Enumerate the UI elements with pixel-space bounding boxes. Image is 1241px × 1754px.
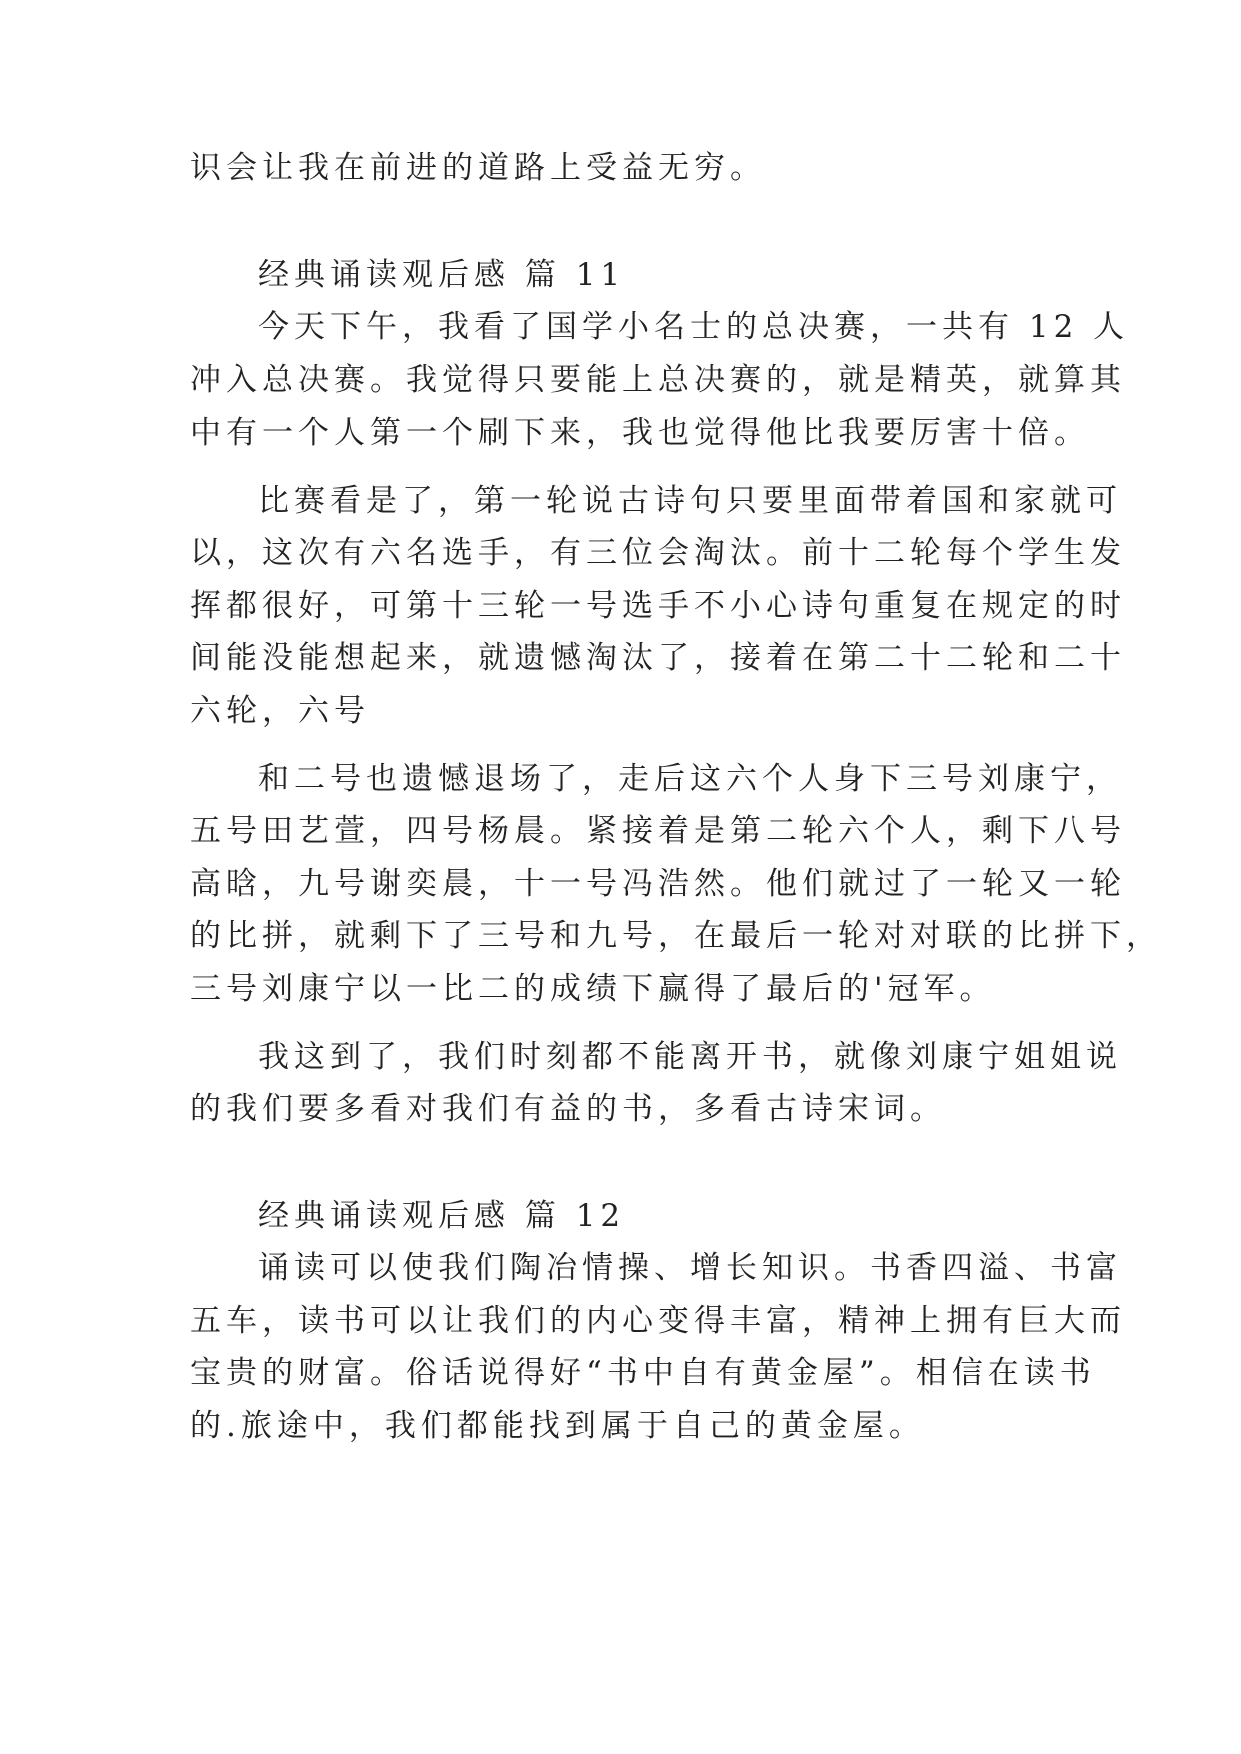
section-heading: 经典诵读观后感 篇 11: [258, 257, 626, 293]
text-line: 的比拼，就剩下了三号和九号，在最后一轮对对联的比拼下，: [190, 918, 1162, 954]
text-line: 的我们要多看对我们有益的书，多看古诗宋词。: [190, 1091, 946, 1127]
text-line: 和二号也遗憾退场了，走后这六个人身下三号刘康宁，: [258, 761, 1122, 797]
text-line: 的.旅途中，我们都能找到属于自己的黄金屋。: [190, 1408, 925, 1444]
text-line: 挥都很好，可第十三轮一号选手不小心诗句重复在规定的时: [190, 588, 1126, 624]
text-line: 三号刘康宁以一比二的成绩下赢得了最后的'冠军。: [190, 971, 996, 1007]
text-line: 今天下午，我看了国学小名士的总决赛，一共有 12 人: [258, 309, 1130, 345]
text-line: 识会让我在前进的道路上受益无穷。: [190, 150, 766, 186]
text-line: 高晗，九号谢奕晨，十一号冯浩然。他们就过了一轮又一轮: [190, 866, 1126, 902]
text-line: 我这到了，我们时刻都不能离开书，就像刘康宁姐姐说: [258, 1039, 1122, 1075]
text-line: 六轮，六号: [190, 693, 370, 729]
text-line: 宝贵的财富。俗话说得好“书中自有黄金屋”。相信在读书: [190, 1355, 1096, 1391]
text-line: 中有一个人第一个刷下来，我也觉得他比我要厉害十倍。: [190, 415, 1090, 451]
text-line: 以，这次有六名选手，有三位会淘汰。前十二轮每个学生发: [190, 535, 1126, 571]
section-heading: 经典诵读观后感 篇 12: [258, 1198, 626, 1234]
text-line: 五车，读书可以让我们的内心变得丰富，精神上拥有巨大而: [190, 1303, 1126, 1339]
text-line: 比赛看是了，第一轮说古诗句只要里面带着国和家就可: [258, 483, 1122, 519]
text-line: 间能没能想起来，就遗憾淘汰了，接着在第二十二轮和二十: [190, 640, 1126, 676]
text-line: 诵读可以使我们陶冶情操、增长知识。书香四溢、书富: [258, 1250, 1122, 1286]
text-line: 五号田艺萱，四号杨晨。紧接着是第二轮六个人，剩下八号: [190, 813, 1126, 849]
text-line: 冲入总决赛。我觉得只要能上总决赛的，就是精英，就算其: [190, 362, 1126, 398]
